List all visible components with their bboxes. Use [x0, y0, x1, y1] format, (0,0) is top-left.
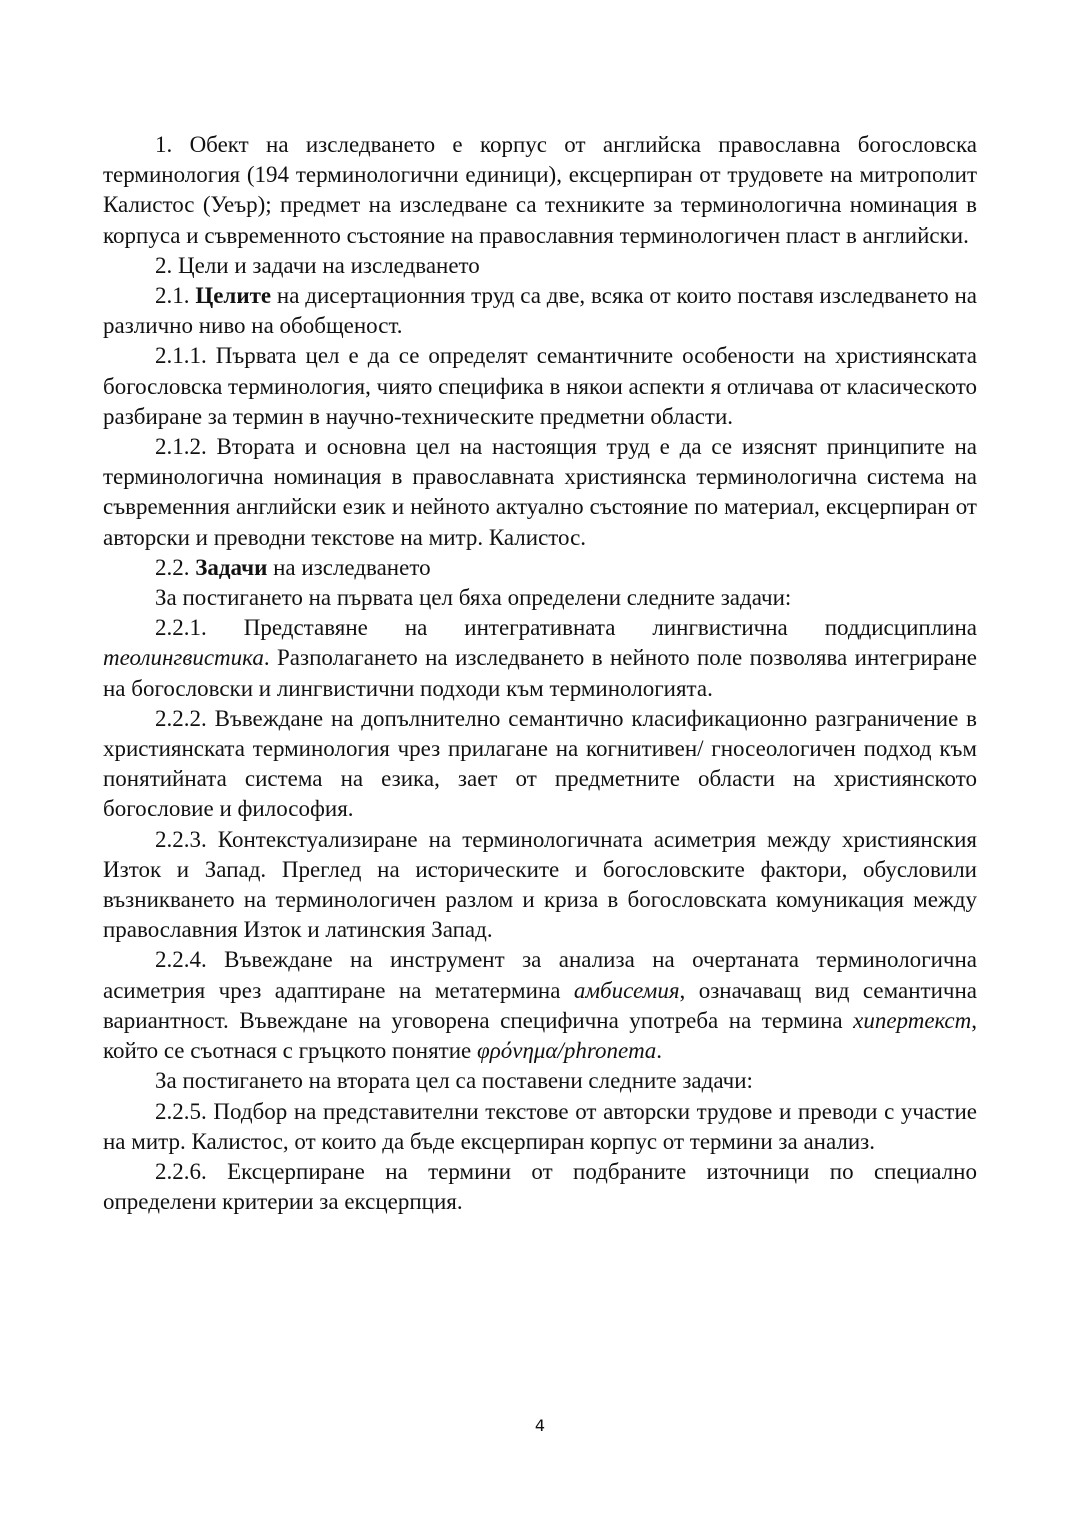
paragraph-p11: [103, 945, 977, 1066]
paragraph-p3: [103, 281, 977, 341]
text-segment: , който се съотнася с гръцкото понятие: [103, 1007, 977, 1064]
text-segment: 2.2.5. Подбор на представителни текстове от авторски трудове и преводи с участие на митр. Калистос, от които да бъде ексцерпиран корпус от термини за анализ.: [103, 1098, 977, 1154]
text-segment: 1. Обект на изследването е корпус от английска православна богословска терминология (194 терминологични единици), ексцерпиран от трудовете на митрополит Калистос (Уеър); предмет на изследване са техниките за терминологична номинация в корпуса и съвременното състояние на православния терминологичен пласт в английски.: [103, 132, 977, 248]
paragraph-p4: [103, 341, 977, 432]
paragraph-p1: [103, 130, 977, 251]
italic-text: теолингвистика: [103, 645, 264, 671]
text-segment: За постигането на първата цел бяха определени следните задачи:: [155, 585, 792, 611]
text-segment: 2.1.: [155, 283, 196, 309]
paragraph-p10: [103, 825, 977, 946]
paragraph-p9: [103, 704, 977, 825]
text-segment: 2.2.6. Ексцерпиране на термини от подбраните източници по специално определени критерии за ексцерпция.: [103, 1158, 977, 1215]
paragraph-p6: [103, 553, 977, 583]
text-segment: 2.1.2. Втората и основна цел на настоящия труд е да се изяснят принципите на терминологична номинация в православната християнска терминологична система на съвременния английски език и нейното актуално състояние по материал, ексцерпиран от авторски и преводни текстове на митр. Калистос.: [103, 434, 977, 550]
paragraph-p2: [103, 251, 977, 281]
text-segment: 2.2.1. Представяне на интегративната лингвистична поддисциплина: [155, 615, 977, 641]
paragraph-p14: [103, 1157, 977, 1217]
text-segment: 2.2.4. Въвеждане на инструмент за анализа на очертаната терминологична асиметрия чрез адаптиране на метатермина: [103, 947, 977, 1003]
text-segment: 2.2.2. Въвеждане на допълнително семантично класификационно разграничение в християнската терминология чрез прилагане на когнитивен/ гносеологичен подход към понятийната система на езика, заeт от предметните области на християнското богословие и философия.: [103, 705, 977, 822]
bold-text: Целите: [195, 283, 272, 309]
text-segment: , означаващ вид семантична вариантност. Въвеждане на уговорена специфична употреба на термина: [103, 977, 977, 1033]
italic-text: φρόνημα/phronema: [476, 1038, 657, 1064]
paragraph-p13: [103, 1097, 977, 1157]
text-segment: 2.1.1. Първата цел е да се определят семантичните особености на християнската богословска терминология, чиято специфика в някои аспекти я отличава от класическото разбиране за термин в научно-техническите предметни области.: [103, 343, 977, 429]
paragraph-p12: [103, 1066, 977, 1096]
text-segment: 2.2.: [155, 554, 196, 580]
paragraph-p7: [103, 583, 977, 613]
text-segment: . Разполагането на изследването в нейното поле позволява интегриране на богословски и лингвистични подходи към терминологията.: [103, 645, 977, 701]
text-segment: на изследването: [267, 554, 431, 580]
text-segment: на дисертационния труд са две, всяка от които поставя изследването на различно ниво на обобщеност.: [103, 283, 977, 339]
paragraph-p5: [103, 432, 977, 553]
text-segment: За постигането на втората цел са поставени следните задачи:: [155, 1068, 753, 1094]
page-number: 4: [534, 1416, 546, 1435]
italic-text: хипертекст: [853, 1007, 972, 1033]
paragraph-p8: [103, 613, 977, 704]
text-segment: 2.2.3. Контекстуализиране на терминологичната асиметрия между християнския Изток и Запад. Преглед на историческите и богословските фактори, обусловили възникването на терминологичен разлом и криза в богословската комуникация между православния Изток и латинския Запад.: [103, 826, 977, 943]
italic-text: амбисемия: [573, 977, 680, 1003]
text-segment: .: [656, 1038, 663, 1064]
document-body: [103, 130, 977, 1217]
bold-text: Задачи: [195, 554, 268, 580]
text-segment: 2. Цели и задачи на изследването: [155, 252, 480, 278]
